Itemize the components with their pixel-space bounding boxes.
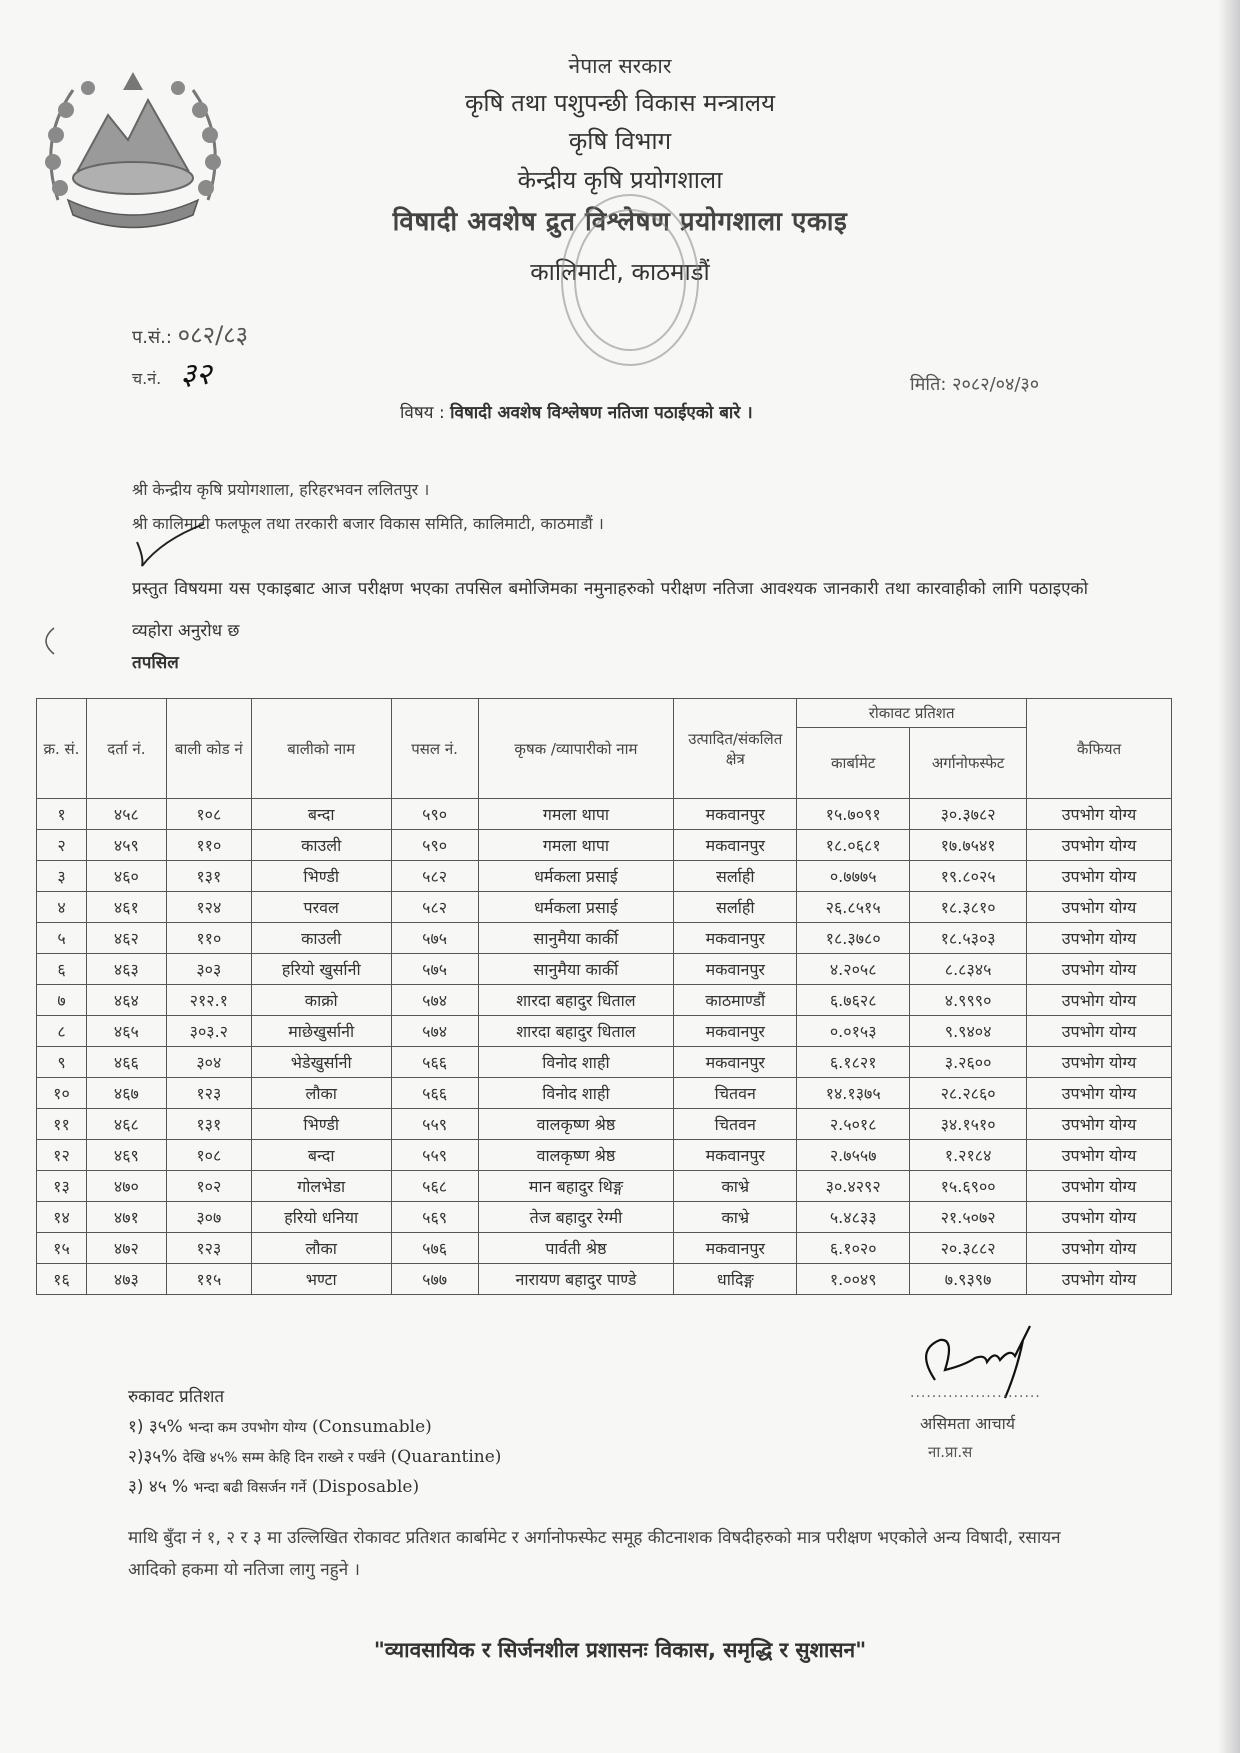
cell-sn: १६ — [37, 1264, 87, 1295]
legend-item-english: (Quarantine) — [390, 1447, 502, 1467]
cell-organophosphate: १९.८०२५ — [910, 861, 1027, 892]
cell-darta: ४६५ — [86, 1016, 166, 1047]
office-stamp — [555, 185, 705, 375]
col-farmer: कृषक /व्यापारीको नाम — [478, 699, 674, 799]
table-row — [37, 985, 1172, 1016]
cell-crop-code: १३१ — [166, 1109, 251, 1140]
cell-pasal: ५७७ — [391, 1264, 478, 1295]
cell-crop-name: भिण्डी — [251, 861, 391, 892]
recipient-1: श्री केन्द्रीय कृषि प्रयोगशाला, हरिहरभवन ललितपुर । — [132, 480, 430, 499]
cell-carbamate: ४.२०५८ — [797, 954, 910, 985]
cell-farmer: विनोद शाही — [478, 1078, 674, 1109]
cell-darta: ४७३ — [86, 1264, 166, 1295]
cell-sn: ५ — [37, 923, 87, 954]
cell-crop-name: बन्दा — [251, 1140, 391, 1171]
table-row — [37, 799, 1172, 830]
cell-origin: चितवन — [674, 1109, 797, 1140]
cell-crop-name: हरियो खुर्सानी — [251, 954, 391, 985]
cell-origin: धादिङ्ग — [674, 1264, 797, 1295]
cell-pasal: ५८२ — [391, 892, 478, 923]
col-remarks: कैफियत — [1027, 699, 1172, 799]
col-darta: दर्ता नं. — [86, 699, 166, 799]
cell-darta: ४६० — [86, 861, 166, 892]
cell-organophosphate: ४.९९९० — [910, 985, 1027, 1016]
cell-sn: ९ — [37, 1047, 87, 1078]
legend-item-quarantine — [128, 1444, 501, 1467]
cell-carbamate: ६.१०२० — [797, 1233, 910, 1264]
legend-item-consumable — [128, 1414, 432, 1437]
cell-crop-name: गोलभेडा — [251, 1171, 391, 1202]
legend-item-prefix: ३) ४५ % — [128, 1477, 189, 1497]
cell-origin: सर्लाही — [674, 892, 797, 923]
cell-crop-code: ११० — [166, 830, 251, 861]
cell-farmer: सानुमैया कार्की — [478, 923, 674, 954]
cell-organophosphate: २०.३८८२ — [910, 1233, 1027, 1264]
body-paragraph: प्रस्तुत विषयमा यस एकाइबाट आज परीक्षण भएका तपसिल बमोजिमका नमुनाहरुको परीक्षण नतिजा आवश्यक जानकारी तथा कारवाहीको लागि पठाइएको व्यहोरा अनुरोध छ — [132, 579, 1088, 641]
col-pasal: पसल नं. — [391, 699, 478, 799]
details-heading: तपसिल — [132, 653, 179, 673]
cell-origin: मकवानपुर — [674, 1233, 797, 1264]
cell-darta: ४७१ — [86, 1202, 166, 1233]
cell-sn: १ — [37, 799, 87, 830]
cell-remarks: उपभोग योग्य — [1027, 1016, 1172, 1047]
col-origin: उत्पादित/संकलित क्षेत्र — [674, 699, 797, 799]
col-sn: क्र. सं. — [37, 699, 87, 799]
cell-sn: २ — [37, 830, 87, 861]
cell-origin: चितवन — [674, 1078, 797, 1109]
cell-remarks: उपभोग योग्य — [1027, 923, 1172, 954]
cell-origin: सर्लाही — [674, 861, 797, 892]
cell-origin: मकवानपुर — [674, 954, 797, 985]
table-row — [37, 1264, 1172, 1295]
cell-farmer: सानुमैया कार्की — [478, 954, 674, 985]
legend-item-english: (Consumable) — [312, 1417, 432, 1437]
cell-crop-name: हरियो धनिया — [251, 1202, 391, 1233]
cell-organophosphate: ९.९४०४ — [910, 1016, 1027, 1047]
location: कालिमाटी, काठमाडौं — [530, 258, 710, 286]
cell-darta: ४५८ — [86, 799, 166, 830]
cell-darta: ४६६ — [86, 1047, 166, 1078]
cell-origin: मकवानपुर — [674, 799, 797, 830]
cell-darta: ४६८ — [86, 1109, 166, 1140]
cell-crop-name: लौका — [251, 1233, 391, 1264]
cell-darta: ४६३ — [86, 954, 166, 985]
table-row — [37, 830, 1172, 861]
cell-sn: ८ — [37, 1016, 87, 1047]
table-row — [37, 1171, 1172, 1202]
cell-pasal: ५६६ — [391, 1047, 478, 1078]
signatory-name: असिमता आचार्य — [920, 1414, 1016, 1433]
cell-pasal: ५८२ — [391, 861, 478, 892]
punch-hole-mark — [36, 626, 56, 656]
cell-organophosphate: ३.२६०० — [910, 1047, 1027, 1078]
cell-remarks: उपभोग योग्य — [1027, 799, 1172, 830]
govt-name: नेपाल सरकार — [568, 54, 672, 78]
department-name: कृषि विभाग — [568, 127, 672, 155]
cell-darta: ४६२ — [86, 923, 166, 954]
cell-remarks: उपभोग योग्य — [1027, 1233, 1172, 1264]
table-row — [37, 923, 1172, 954]
cell-remarks: उपभोग योग्य — [1027, 1047, 1172, 1078]
cell-carbamate: ०.०१५३ — [797, 1016, 910, 1047]
cell-crop-code: ३०४ — [166, 1047, 251, 1078]
cell-remarks: उपभोग योग्य — [1027, 1202, 1172, 1233]
cell-carbamate: १४.१३७५ — [797, 1078, 910, 1109]
cell-carbamate: ३०.४२९२ — [797, 1171, 910, 1202]
cell-organophosphate: १७.७५४१ — [910, 830, 1027, 861]
cell-crop-name: भेडेखुर्सानी — [251, 1047, 391, 1078]
cell-carbamate: १५.७०९१ — [797, 799, 910, 830]
cell-crop-code: १२३ — [166, 1233, 251, 1264]
dispatch-value: ३२ — [180, 357, 212, 392]
cell-crop-name: भण्टा — [251, 1264, 391, 1295]
cell-farmer: नारायण बहादुर पाण्डे — [478, 1264, 674, 1295]
cell-crop-name: भिण्डी — [251, 1109, 391, 1140]
cell-farmer: विनोद शाही — [478, 1047, 674, 1078]
cell-darta: ४५९ — [86, 830, 166, 861]
cell-crop-code: ११५ — [166, 1264, 251, 1295]
signature-line: ........................ — [910, 1385, 1041, 1401]
cell-organophosphate: १.२१८४ — [910, 1140, 1027, 1171]
nepal-government-emblem — [28, 50, 238, 230]
cell-pasal: ५९० — [391, 830, 478, 861]
reference-number — [132, 318, 248, 351]
cell-remarks: उपभोग योग्य — [1027, 861, 1172, 892]
cell-crop-name: बन्दा — [251, 799, 391, 830]
cell-farmer: गमला थापा — [478, 830, 674, 861]
reference-label: प.सं.: — [132, 327, 172, 348]
cell-sn: १२ — [37, 1140, 87, 1171]
cell-remarks: उपभोग योग्य — [1027, 1264, 1172, 1295]
cell-crop-code: ३०३.२ — [166, 1016, 251, 1047]
reference-value: ०८२/८३ — [177, 321, 249, 349]
cell-crop-name: काक्रो — [251, 985, 391, 1016]
cell-organophosphate: १५.६९०० — [910, 1171, 1027, 1202]
cell-carbamate: ६.१८२१ — [797, 1047, 910, 1078]
col-inhibition: रोकावट प्रतिशत — [797, 699, 1027, 728]
signatory-title: ना.प्रा.स — [928, 1443, 973, 1461]
cell-crop-code: १२३ — [166, 1078, 251, 1109]
cell-darta: ४७० — [86, 1171, 166, 1202]
results-table — [36, 698, 1172, 1295]
cell-organophosphate: ३०.३७८२ — [910, 799, 1027, 830]
legend-item-disposable — [128, 1474, 419, 1497]
subject-line — [400, 400, 753, 423]
table-row — [37, 892, 1172, 923]
cell-remarks: उपभोग योग्य — [1027, 954, 1172, 985]
cell-carbamate: १.००४९ — [797, 1264, 910, 1295]
unit-name: विषादी अवशेष द्रुत विश्लेषण प्रयोगशाला एकाइ — [392, 207, 848, 237]
cell-sn: ११ — [37, 1109, 87, 1140]
cell-crop-name: माछेखुर्सानी — [251, 1016, 391, 1047]
cell-farmer: पार्वती श्रेष्ठ — [478, 1233, 674, 1264]
table-row — [37, 861, 1172, 892]
cell-crop-code: ३०७ — [166, 1202, 251, 1233]
cell-remarks: उपभोग योग्य — [1027, 1109, 1172, 1140]
motto: "व्यावसायिक र सिर्जनशील प्रशासनः विकास, समृद्धि र सुशासन" — [373, 1638, 867, 1662]
cell-carbamate: ०.७७७५ — [797, 861, 910, 892]
cell-remarks: उपभोग योग्य — [1027, 830, 1172, 861]
cell-origin: मकवानपुर — [674, 1047, 797, 1078]
cell-pasal: ५७४ — [391, 985, 478, 1016]
cell-crop-code: २१२.१ — [166, 985, 251, 1016]
table-row — [37, 1016, 1172, 1047]
cell-darta: ४७२ — [86, 1233, 166, 1264]
recipient-2: श्री कालिमाटी फलफूल तथा तरकारी बजार विकास समिति, कालिमाटी, काठमाडौं । — [132, 514, 604, 533]
cell-crop-name: काउली — [251, 923, 391, 954]
cell-organophosphate: १८.३८१० — [910, 892, 1027, 923]
cell-pasal: ५५९ — [391, 1140, 478, 1171]
cell-farmer: गमला थापा — [478, 799, 674, 830]
cell-organophosphate: ३४.१५१० — [910, 1109, 1027, 1140]
cell-pasal: ५६९ — [391, 1202, 478, 1233]
cell-sn: १५ — [37, 1233, 87, 1264]
cell-farmer: धर्मकला प्रसाई — [478, 892, 674, 923]
cell-pasal: ५७६ — [391, 1233, 478, 1264]
ministry-name: कृषि तथा पशुपन्छी विकास मन्त्रालय — [465, 89, 775, 117]
legend-item-text: देखि ४५% सम्म केहि दिन राख्ने र पर्खने — [182, 1450, 386, 1466]
legend-item-text: भन्दा कम उपभोग योग्य — [188, 1420, 307, 1436]
cell-crop-code: १३१ — [166, 861, 251, 892]
cell-farmer: मान बहादुर थिङ्ग — [478, 1171, 674, 1202]
cell-remarks: उपभोग योग्य — [1027, 892, 1172, 923]
subject-text: विषादी अवशेष विश्लेषण नतिजा पठाईएको बारे । — [450, 403, 753, 423]
cell-remarks: उपभोग योग्य — [1027, 1140, 1172, 1171]
legend-item-prefix: २)३५% — [128, 1447, 178, 1467]
cell-farmer: शारदा बहादुर धिताल — [478, 1016, 674, 1047]
cell-carbamate: ५.४८३३ — [797, 1202, 910, 1233]
cell-farmer: वालकृष्ण श्रेष्ठ — [478, 1140, 674, 1171]
cell-origin: मकवानपुर — [674, 1016, 797, 1047]
cell-remarks: उपभोग योग्य — [1027, 1171, 1172, 1202]
table-row — [37, 1078, 1172, 1109]
footnote: माथि बुँदा नं १, २ र ३ मा उल्लिखित रोकावट प्रतिशत कार्बामेट र अर्गानोफस्फेट समूह कीटनाशक विषदीहरुको मात्र परीक्षण भएकोले अन्य विषादी, रसायन आदिको हकमा यो नतिजा लागु नहुने । — [128, 1528, 1061, 1580]
cell-sn: १० — [37, 1078, 87, 1109]
checkmark-icon — [132, 520, 212, 570]
cell-crop-name: लौका — [251, 1078, 391, 1109]
table-row — [37, 1109, 1172, 1140]
legend-item-text: भन्दा बढी विसर्जन गर्ने — [193, 1480, 307, 1496]
cell-sn: ६ — [37, 954, 87, 985]
cell-crop-code: १०८ — [166, 1140, 251, 1171]
cell-darta: ४६४ — [86, 985, 166, 1016]
cell-organophosphate: ७.९३९७ — [910, 1264, 1027, 1295]
cell-carbamate: १८.०६८१ — [797, 830, 910, 861]
cell-origin: काभ्रे — [674, 1202, 797, 1233]
cell-origin: मकवानपुर — [674, 830, 797, 861]
lab-name: केन्द्रीय कृषि प्रयोगशाला — [517, 166, 723, 194]
cell-pasal: ५९० — [391, 799, 478, 830]
dispatch-label: च.नं. — [132, 369, 162, 388]
table-row — [37, 954, 1172, 985]
cell-crop-code: १०८ — [166, 799, 251, 830]
table-row — [37, 1202, 1172, 1233]
cell-sn: १३ — [37, 1171, 87, 1202]
legend-item-prefix: १) ३५% — [128, 1417, 183, 1437]
table-row — [37, 1140, 1172, 1171]
cell-sn: ४ — [37, 892, 87, 923]
inhibition-legend-title: रुकावट प्रतिशत — [128, 1387, 225, 1407]
cell-origin: काठमाण्डौं — [674, 985, 797, 1016]
cell-organophosphate: २१.५०७२ — [910, 1202, 1027, 1233]
cell-crop-code: १०२ — [166, 1171, 251, 1202]
cell-carbamate: २.७५५७ — [797, 1140, 910, 1171]
cell-darta: ४६१ — [86, 892, 166, 923]
col-crop-code: बाली कोड नं — [166, 699, 251, 799]
cell-farmer: तेज बहादुर रेग्मी — [478, 1202, 674, 1233]
cell-pasal: ५७४ — [391, 1016, 478, 1047]
col-carbamate: कार्बामेट — [797, 728, 910, 799]
cell-origin: मकवानपुर — [674, 923, 797, 954]
cell-pasal: ५५९ — [391, 1109, 478, 1140]
cell-crop-code: ११० — [166, 923, 251, 954]
subject-label: विषय : — [400, 403, 445, 423]
cell-pasal: ५६६ — [391, 1078, 478, 1109]
cell-crop-name: परवल — [251, 892, 391, 923]
cell-organophosphate: १८.५३०३ — [910, 923, 1027, 954]
cell-origin: काभ्रे — [674, 1171, 797, 1202]
cell-darta: ४६९ — [86, 1140, 166, 1171]
letter-date: मिति: २०८२/०४/३० — [910, 374, 1040, 395]
cell-sn: ३ — [37, 861, 87, 892]
cell-crop-name: काउली — [251, 830, 391, 861]
cell-sn: १४ — [37, 1202, 87, 1233]
cell-crop-code: ३०३ — [166, 954, 251, 985]
cell-carbamate: २.५०१८ — [797, 1109, 910, 1140]
cell-darta: ४६७ — [86, 1078, 166, 1109]
cell-remarks: उपभोग योग्य — [1027, 1078, 1172, 1109]
cell-pasal: ५६८ — [391, 1171, 478, 1202]
cell-carbamate: २६.८५१५ — [797, 892, 910, 923]
cell-farmer: वालकृष्ण श्रेष्ठ — [478, 1109, 674, 1140]
legend-item-english: (Disposable) — [311, 1477, 420, 1497]
scan-edge-shadow — [1218, 0, 1240, 1753]
cell-organophosphate: २८.२८६० — [910, 1078, 1027, 1109]
cell-origin: मकवानपुर — [674, 1140, 797, 1171]
col-crop-name: बालीको नाम — [251, 699, 391, 799]
cell-farmer: धर्मकला प्रसाई — [478, 861, 674, 892]
dispatch-number — [132, 352, 212, 393]
col-organophosphate: अर्गानोफस्फेट — [910, 728, 1027, 799]
cell-remarks: उपभोग योग्य — [1027, 985, 1172, 1016]
cell-farmer: शारदा बहादुर धिताल — [478, 985, 674, 1016]
cell-carbamate: ६.७६२८ — [797, 985, 910, 1016]
table-row — [37, 1047, 1172, 1078]
cell-sn: ७ — [37, 985, 87, 1016]
cell-pasal: ५७५ — [391, 954, 478, 985]
cell-pasal: ५७५ — [391, 923, 478, 954]
cell-organophosphate: ८.८३४५ — [910, 954, 1027, 985]
cell-crop-code: १२४ — [166, 892, 251, 923]
table-row — [37, 1233, 1172, 1264]
cell-carbamate: १८.३७८० — [797, 923, 910, 954]
